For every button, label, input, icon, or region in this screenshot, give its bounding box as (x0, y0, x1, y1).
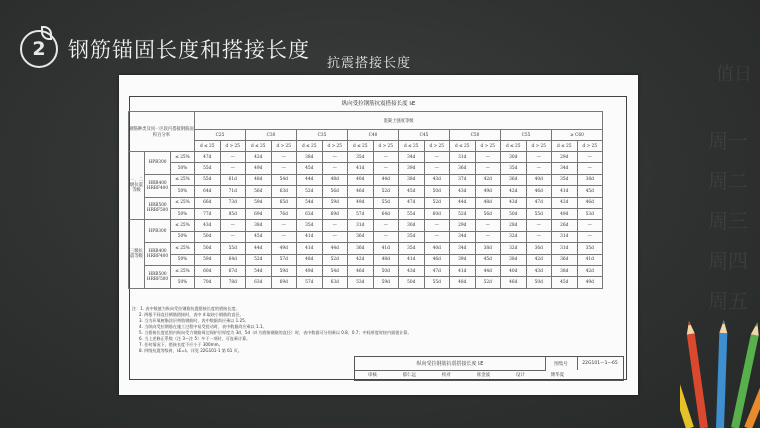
lap-length-cell: 71d (220, 186, 246, 197)
lap-length-cell: 43d (399, 265, 425, 276)
lap-length-cell: 59d (322, 197, 348, 208)
pencil-icon (716, 320, 728, 428)
lap-length-cell: 29d (450, 220, 476, 231)
lap-length-cell: 41d (577, 254, 603, 265)
table-row (129, 220, 603, 231)
lap-length-cell: — (373, 152, 399, 163)
lap-length-cell: 34d (552, 163, 578, 174)
lap-length-cell: — (526, 220, 552, 231)
lap-length-cell: 44d (373, 174, 399, 185)
lap-length-cell: 69d (271, 277, 297, 288)
table-row (129, 208, 603, 219)
lap-length-cell: 44d (322, 243, 348, 254)
area-percentage: ≤ 25% (171, 197, 195, 208)
area-percentage: 50% (171, 186, 195, 197)
lap-length-cell: — (577, 220, 603, 231)
lap-length-cell: 41d (399, 254, 425, 265)
lap-length-cell: 41d (348, 163, 374, 174)
lap-length-cell: — (322, 231, 348, 242)
lap-length-cell: 35d (297, 220, 323, 231)
lap-length-cell: 44d (450, 197, 476, 208)
table-row (129, 277, 603, 288)
lap-length-cell: 35d (348, 152, 374, 163)
steel-type: HPB300 (145, 220, 171, 243)
lap-length-cell: 53d (577, 208, 603, 219)
header-grade: C55 (501, 130, 552, 141)
lap-length-cell: 43d (195, 220, 221, 231)
lap-length-cell: 77d (195, 208, 221, 219)
lap-length-cell: 85d (220, 208, 246, 219)
table-title: 纵向受拉钢筋抗震搭接长度 lₗE (341, 101, 416, 107)
lap-length-cell: — (577, 231, 603, 242)
lap-length-cell: — (373, 163, 399, 174)
lap-length-cell: 39d (399, 163, 425, 174)
lap-length-cell: 34d (399, 152, 425, 163)
area-percentage: 50% (171, 231, 195, 242)
lap-length-cell: 35d (399, 243, 425, 254)
table-row (129, 265, 603, 276)
lap-length-cell: 60d (195, 265, 221, 276)
slide-header (20, 30, 310, 68)
lap-length-cell: — (322, 152, 348, 163)
lap-length-cell: 47d (399, 197, 425, 208)
chalk-text-tue: 周二 (708, 169, 748, 193)
lap-length-cell: 69d (322, 208, 348, 219)
lap-length-cell: — (271, 152, 297, 163)
header-diameter: d > 25 (526, 141, 552, 152)
lap-length-cell: 40d (501, 265, 527, 276)
header-grade: C35 (297, 130, 348, 141)
lap-length-cell: 64d (195, 186, 221, 197)
lap-length-cell: 48d (322, 174, 348, 185)
lap-length-cell: 38d (501, 254, 527, 265)
lap-length-cell: 63d (322, 277, 348, 288)
lap-length-cell: 36d (348, 243, 374, 254)
lap-length-cell: 43d (424, 174, 450, 185)
lap-length-cell: 35d (552, 174, 578, 185)
lap-length-cell: 38d (246, 220, 272, 231)
header-diameter: d > 25 (220, 141, 246, 152)
header-grade: ≥ C60 (552, 130, 603, 141)
lap-length-cell: 56d (322, 186, 348, 197)
header-diameter: d ≤ 25 (246, 141, 272, 152)
area-percentage: ≤ 25% (171, 174, 195, 185)
lap-length-cell: 31d (552, 231, 578, 242)
lap-length-cell: 43d (501, 197, 527, 208)
lap-length-cell: 54d (271, 174, 297, 185)
lap-length-cell: 40d (348, 174, 374, 185)
header-grade: C45 (399, 130, 450, 141)
lap-length-cell: 53d (348, 277, 374, 288)
lap-length-cell: 35d (399, 231, 425, 242)
lap-length-cell: 50d (373, 265, 399, 276)
lap-length-cell: 48d (297, 254, 323, 265)
lap-length-cell: 39d (450, 254, 476, 265)
lap-length-cell: 50d (195, 231, 221, 242)
lap-length-cell: 43d (526, 265, 552, 276)
header-diameter: d ≤ 25 (297, 141, 323, 152)
lap-length-cell: 44d (246, 243, 272, 254)
lap-length-cell: 47d (195, 152, 221, 163)
header-grade: C50 (450, 130, 501, 141)
lap-length-cell: 34d (450, 243, 476, 254)
lap-length-cell: — (424, 231, 450, 242)
lap-length-cell: 32d (501, 243, 527, 254)
lap-length-cell: 26d (552, 220, 578, 231)
lap-length-cell: — (220, 220, 246, 231)
lap-length-cell: — (373, 231, 399, 242)
header-grade: C25 (195, 130, 246, 141)
area-percentage: ≤ 25% (171, 265, 195, 276)
lap-length-cell: — (373, 220, 399, 231)
lap-length-cell: 42d (348, 254, 374, 265)
lap-length-cell: 55d (424, 277, 450, 288)
lap-length-cell: — (220, 231, 246, 242)
lap-length-cell: 55d (195, 163, 221, 174)
header-diameter: d ≤ 25 (399, 141, 425, 152)
lap-length-cell: 42d (577, 265, 603, 276)
lap-length-cell: 38d (399, 174, 425, 185)
lap-length-cell: 48d (373, 254, 399, 265)
lap-length-cell: 48d (475, 197, 501, 208)
lap-length-cell: — (271, 220, 297, 231)
table-row (129, 163, 603, 174)
header-diameter: d ≤ 25 (348, 141, 374, 152)
lap-length-cell: 55d (373, 197, 399, 208)
lap-length-cell: 41d (297, 231, 323, 242)
area-percentage: 50% (171, 208, 195, 219)
area-percentage: 50% (171, 254, 195, 265)
header-diameter: d ≤ 25 (501, 141, 527, 152)
header-grade: C30 (246, 130, 297, 141)
lap-length-cell: 78d (220, 277, 246, 288)
lap-length-cell: 76d (271, 208, 297, 219)
lap-length-cell: 36d (526, 243, 552, 254)
lap-length-cell: 42d (526, 254, 552, 265)
lap-length-cell: — (271, 163, 297, 174)
lap-length-cell: — (424, 152, 450, 163)
note-line: 注：1. 表中数值为纵向受拉钢筋抗震搭接长度的搭接长度。 (132, 306, 240, 311)
header-corner: 钢筋种类及同一区段内搭接钢筋面积百分率 (129, 112, 195, 152)
header-diameter: d > 25 (271, 141, 297, 152)
area-percentage: 50% (171, 163, 195, 174)
header-diameter: d > 25 (475, 141, 501, 152)
title-block (354, 356, 624, 381)
lap-length-cell: 45d (399, 186, 425, 197)
atlas-label: 图集号 (545, 357, 578, 370)
signature-field: 席金波 (476, 373, 491, 378)
seismic-grade-label: 三级抗震等级 (129, 220, 145, 288)
lap-length-cell: 46d (348, 265, 374, 276)
lap-length-cell: 47d (424, 265, 450, 276)
lap-length-cell: 47d (526, 197, 552, 208)
header-diameter: d ≤ 25 (450, 141, 476, 152)
lap-length-cell: 66d (195, 197, 221, 208)
lap-length-cell: 46d (501, 277, 527, 288)
steel-type: HPB300 (145, 152, 171, 175)
lap-length-cell: 63d (246, 277, 272, 288)
lap-length-cell: 30d (399, 220, 425, 231)
lap-length-cell: — (526, 152, 552, 163)
lap-length-cell: 50d (399, 277, 425, 288)
lap-length-cell: 42d (552, 197, 578, 208)
signature-field: 郁仁远 (402, 373, 417, 378)
lap-length-cell: 45d (246, 231, 272, 242)
lap-length-cell: 49d (297, 265, 323, 276)
lap-length-cell: 45d (475, 254, 501, 265)
lap-length-cell: 41d (373, 243, 399, 254)
lap-length-cell: 38d (552, 265, 578, 276)
lap-length-cell: 37d (450, 174, 476, 185)
lap-length-cell: — (424, 220, 450, 231)
lap-length-cell: 49d (552, 208, 578, 219)
area-percentage: ≤ 25% (171, 220, 195, 231)
header-diameter: d > 25 (424, 141, 450, 152)
lap-length-cell: — (271, 231, 297, 242)
lap-length-cell: 50d (424, 186, 450, 197)
lap-length-cell: 50d (195, 243, 221, 254)
lap-length-cell: — (475, 220, 501, 231)
colored-pencils-decoration (680, 303, 760, 428)
lap-length-cell: 50d (526, 277, 552, 288)
lap-length-cell: 34d (450, 231, 476, 242)
lap-length-cell: 49d (246, 163, 272, 174)
lap-length-cell: 52d (450, 208, 476, 219)
chalk-text-mon: 周一 (708, 129, 748, 153)
lap-length-cell: 49d (271, 243, 297, 254)
lap-length-cell: 57d (271, 254, 297, 265)
lap-length-cell: 54d (297, 197, 323, 208)
note-line: 5. 当搭接长度范围内纵向受力钢筋周边保护层厚度为 3d、5d（d 为搭接钢筋的直径）时，表中数据可分别乘以 0.8、0.7；中间厚度时按内插值计算。 (139, 330, 412, 335)
lap-length-cell: — (475, 231, 501, 242)
lap-length-cell: 59d (195, 254, 221, 265)
lap-length-cell: 50d (501, 208, 527, 219)
lap-length-cell: 73d (220, 197, 246, 208)
lap-length-cell: — (475, 152, 501, 163)
section-number-badge (20, 30, 58, 68)
lap-length-cell: — (220, 163, 246, 174)
lap-length-cell: 55d (526, 208, 552, 219)
signature-field: 设计 (515, 373, 525, 378)
area-percentage: 50% (171, 277, 195, 288)
header-grade: C40 (348, 130, 399, 141)
slide-subtitle: 抗震搭接长度 (327, 56, 412, 71)
lap-length-cell: 36d (348, 231, 374, 242)
lap-length-cell: 35d (577, 243, 603, 254)
steel-type: HRB500 HRBF500 (145, 197, 171, 220)
lap-length-cell: 56d (246, 186, 272, 197)
lap-length-cell: 69d (246, 208, 272, 219)
document-image (119, 75, 638, 395)
lap-length-cell: 32d (501, 231, 527, 242)
table-row (129, 174, 603, 185)
lap-length-cell: 42d (246, 152, 272, 163)
header-diameter: d > 25 (577, 141, 603, 152)
lap-length-cell: 42d (475, 174, 501, 185)
lap-length-cell: — (475, 163, 501, 174)
lap-length-cell: 46d (577, 197, 603, 208)
lap-length-cell: 52d (246, 254, 272, 265)
lap-length-cell: 61d (220, 174, 246, 185)
note-line: 8. 四级抗震等级时，lₗE=lₗ。详见 22G101-1 第 61 页。 (139, 348, 242, 353)
table-row (129, 197, 603, 208)
lap-length-cell: 38d (577, 174, 603, 185)
slide-title: 钢筋锚固长度和搭接长度 (68, 38, 310, 62)
chalk-text-fri: 周五 (708, 289, 748, 313)
table-row (129, 231, 603, 242)
lap-length-cell: 54d (322, 265, 348, 276)
lap-length-cell: 35d (501, 163, 527, 174)
lap-length-cell: 52d (373, 186, 399, 197)
lap-length-table (128, 111, 603, 289)
lap-length-cell: 41d (552, 186, 578, 197)
lap-length-cell: 49d (577, 277, 603, 288)
lap-length-cell: 31d (348, 220, 374, 231)
table-row (129, 254, 603, 265)
lap-length-cell: 45d (297, 163, 323, 174)
lap-length-cell: 57d (297, 277, 323, 288)
lap-length-cell: 49d (348, 197, 374, 208)
signature-field: 校对 (441, 373, 451, 378)
lap-length-cell: — (577, 152, 603, 163)
note-line: 4. 当纵向受拉钢筋在施工过程中易受扰动时，表中数据尚应乘以 1.1。 (139, 324, 267, 329)
lap-length-cell: 36d (501, 174, 527, 185)
area-percentage: ≤ 25% (171, 152, 195, 163)
lap-length-cell: 63d (271, 186, 297, 197)
atlas-number: 22G101—1—65 (582, 361, 618, 366)
header-diameter: d > 25 (373, 141, 399, 152)
lap-length-cell: 52d (424, 197, 450, 208)
lap-length-cell: 70d (195, 277, 221, 288)
signature-field: 傅华夏 (550, 373, 565, 378)
lap-length-cell: 49d (475, 186, 501, 197)
lap-length-cell: 54d (246, 265, 272, 276)
header-diameter: d ≤ 25 (552, 141, 578, 152)
lap-length-cell: — (220, 152, 246, 163)
chalk-text-duty: 值日 (716, 64, 752, 85)
lap-length-cell: 46d (424, 254, 450, 265)
lap-length-cell: 28d (501, 220, 527, 231)
lap-length-cell: 65d (271, 197, 297, 208)
table-row (129, 186, 603, 197)
lap-length-cell: 64d (220, 254, 246, 265)
chalk-text-thu: 周四 (708, 249, 748, 273)
lap-length-cell: 55d (220, 243, 246, 254)
header-diameter: d > 25 (322, 141, 348, 152)
title-block-main: 纵向受拉钢筋抗震搭接长度 lₗE (355, 357, 546, 371)
chalk-text-wed: 周三 (708, 209, 748, 233)
lap-length-cell: 41d (450, 265, 476, 276)
steel-type: HRB500 HRBF500 (145, 265, 171, 288)
steel-type: HRB400 HRBF400 (145, 243, 171, 266)
lap-length-cell: 52d (475, 277, 501, 288)
lap-length-cell: 45d (552, 277, 578, 288)
lap-length-cell: 67d (220, 265, 246, 276)
lap-length-cell: 40d (526, 174, 552, 185)
lap-length-cell: — (526, 163, 552, 174)
lap-length-cell: 46d (348, 186, 374, 197)
note-line: 3. 当为环氧树脂涂层带肋钢筋时，表中数据尚应乘以 1.25。 (139, 318, 249, 323)
lap-length-cell: — (322, 220, 348, 231)
lap-length-cell: 45d (577, 186, 603, 197)
note-line: 2. 两根不同直径钢筋搭接时，表中 d 取较小钢筋的直径。 (139, 312, 244, 317)
lap-length-cell: 36d (450, 163, 476, 174)
lap-length-cell: — (322, 163, 348, 174)
signature-row (355, 370, 577, 380)
lap-length-cell: 38d (475, 243, 501, 254)
lap-length-cell: 44d (475, 265, 501, 276)
lap-length-cell: 46d (526, 186, 552, 197)
lap-length-cell: 40d (424, 243, 450, 254)
lap-length-cell: 48d (246, 174, 272, 185)
steel-type: HRB400 HRBF400 (145, 174, 171, 197)
lap-length-cell: — (577, 163, 603, 174)
lap-length-cell: 57d (348, 208, 374, 219)
lap-length-cell: 59d (373, 277, 399, 288)
lap-length-cell: 30d (501, 152, 527, 163)
notes-block (132, 306, 512, 354)
lap-length-cell: 59d (246, 197, 272, 208)
lap-length-cell: — (424, 163, 450, 174)
lap-length-cell: 36d (552, 254, 578, 265)
table-row (129, 152, 603, 163)
lap-length-cell: 29d (552, 152, 578, 163)
lap-length-cell: 41d (297, 243, 323, 254)
note-line: 7. 任何情况下，搭接长度不应小于 300mm。 (139, 342, 223, 347)
lap-length-cell: 31d (552, 243, 578, 254)
lap-length-cell: 64d (373, 208, 399, 219)
lap-length-cell: 43d (450, 186, 476, 197)
lap-length-cell: 55d (399, 208, 425, 219)
lap-length-cell: 52d (322, 254, 348, 265)
lap-length-cell: 48d (450, 277, 476, 288)
lap-length-cell: 42d (501, 186, 527, 197)
lap-length-cell: 59d (271, 265, 297, 276)
lap-length-cell: 38d (297, 152, 323, 163)
lap-length-cell: 60d (424, 208, 450, 219)
note-line: 6. 当上述修正系数（注 3～注 5）多于一项时，可连乘计算。 (139, 336, 251, 341)
area-percentage: ≤ 25% (171, 243, 195, 254)
lap-length-cell: — (526, 231, 552, 242)
seismic-grade-label: 一、二级抗震等级 (129, 152, 145, 220)
lap-length-cell: 44d (297, 174, 323, 185)
lap-length-cell: 52d (297, 186, 323, 197)
lap-length-cell: 56d (475, 208, 501, 219)
lap-length-cell: 63d (297, 208, 323, 219)
section-number: 2 (32, 38, 46, 60)
signature-field: 审核 (367, 373, 377, 378)
table-row (129, 243, 603, 254)
header-diameter: d ≤ 25 (195, 141, 221, 152)
lap-length-cell: 31d (450, 152, 476, 163)
header-concrete-grade: 混凝土强度等级 (195, 112, 603, 130)
lap-length-cell: 55d (195, 174, 221, 185)
